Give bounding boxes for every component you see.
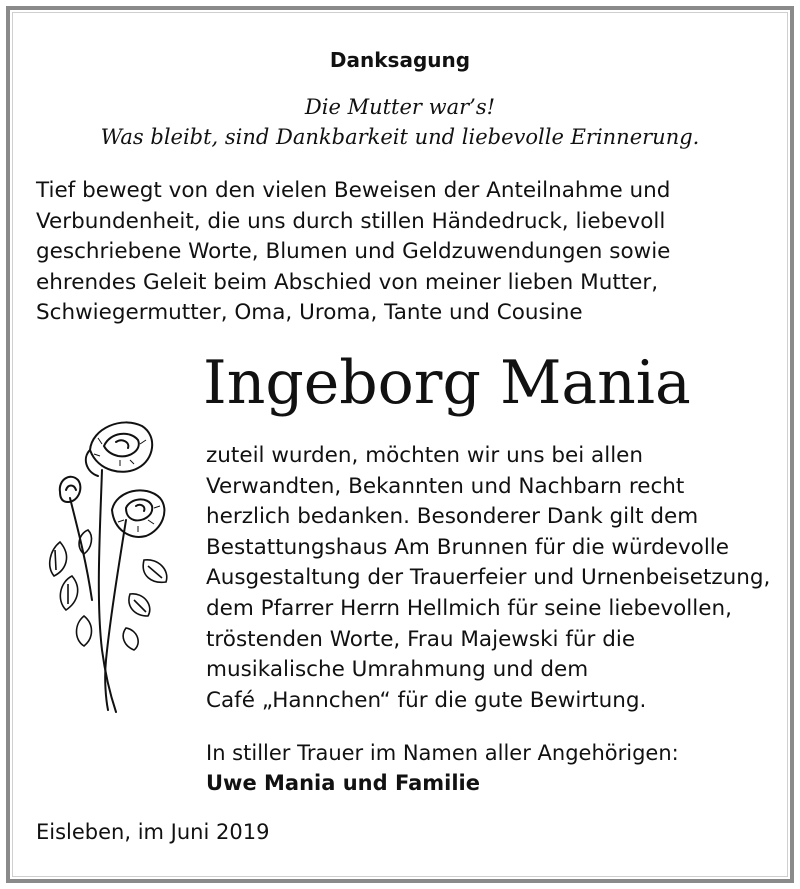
place-date: Eisleben, im Juni 2019 bbox=[36, 820, 270, 844]
thanks-line: Ausgestaltung der Trauerfeier und Urnenbeisetzung, bbox=[206, 565, 771, 591]
thanks-line: Café „Hannchen“ für die gute Bewirtung. bbox=[206, 687, 647, 713]
thanks-line: dem Pfarrer Herrn Hellmich für seine liebevollen, bbox=[206, 595, 732, 621]
intro-line: Schwiegermutter, Oma, Uroma, Tante und Cousine bbox=[36, 300, 583, 325]
thanks-line: zuteil wurden, möchten wir uns bei allen bbox=[206, 443, 644, 468]
family-signature: Uwe Mania und Familie bbox=[206, 771, 480, 795]
thanks-line: tröstenden Worte, Frau Majewski für die bbox=[206, 626, 636, 652]
notice-heading: Danksagung bbox=[329, 48, 471, 72]
intro-paragraph bbox=[36, 176, 776, 329]
motto bbox=[0, 92, 800, 152]
thanks-paragraph bbox=[206, 441, 786, 716]
intro-line: Tief bewegt von den vielen Beweisen der Anteilnahme und bbox=[36, 178, 671, 203]
rose-illustration bbox=[30, 410, 190, 720]
closing-line: In stiller Trauer im Namen aller Angehörigen: bbox=[206, 741, 679, 765]
intro-line: Verbundenheit, die uns durch stillen Händedruck, liebevoll bbox=[36, 208, 666, 234]
motto-line: Was bleibt, sind Dankbarkeit und liebevolle Erinnerung. bbox=[100, 125, 700, 149]
closing-block bbox=[206, 738, 786, 798]
intro-line: geschriebene Worte, Blumen und Geldzuwendungen sowie bbox=[36, 239, 671, 264]
intro-line: ehrendes Geleit beim Abschied von meiner lieben Mutter, bbox=[36, 269, 659, 295]
thanks-line: Verwandten, Bekannten und Nachbarn recht bbox=[206, 473, 685, 499]
thanks-line: musikalische Umrahmung und dem bbox=[206, 657, 589, 683]
thanks-line: Bestattungshaus Am Brunnen für die würdevolle bbox=[206, 534, 730, 560]
deceased-name: Ingeborg Mania bbox=[203, 348, 691, 418]
motto-line: Die Mutter war’s! bbox=[304, 95, 496, 119]
thanks-line: herzlich bedanken. Besonderer Dank gilt dem bbox=[206, 504, 699, 530]
